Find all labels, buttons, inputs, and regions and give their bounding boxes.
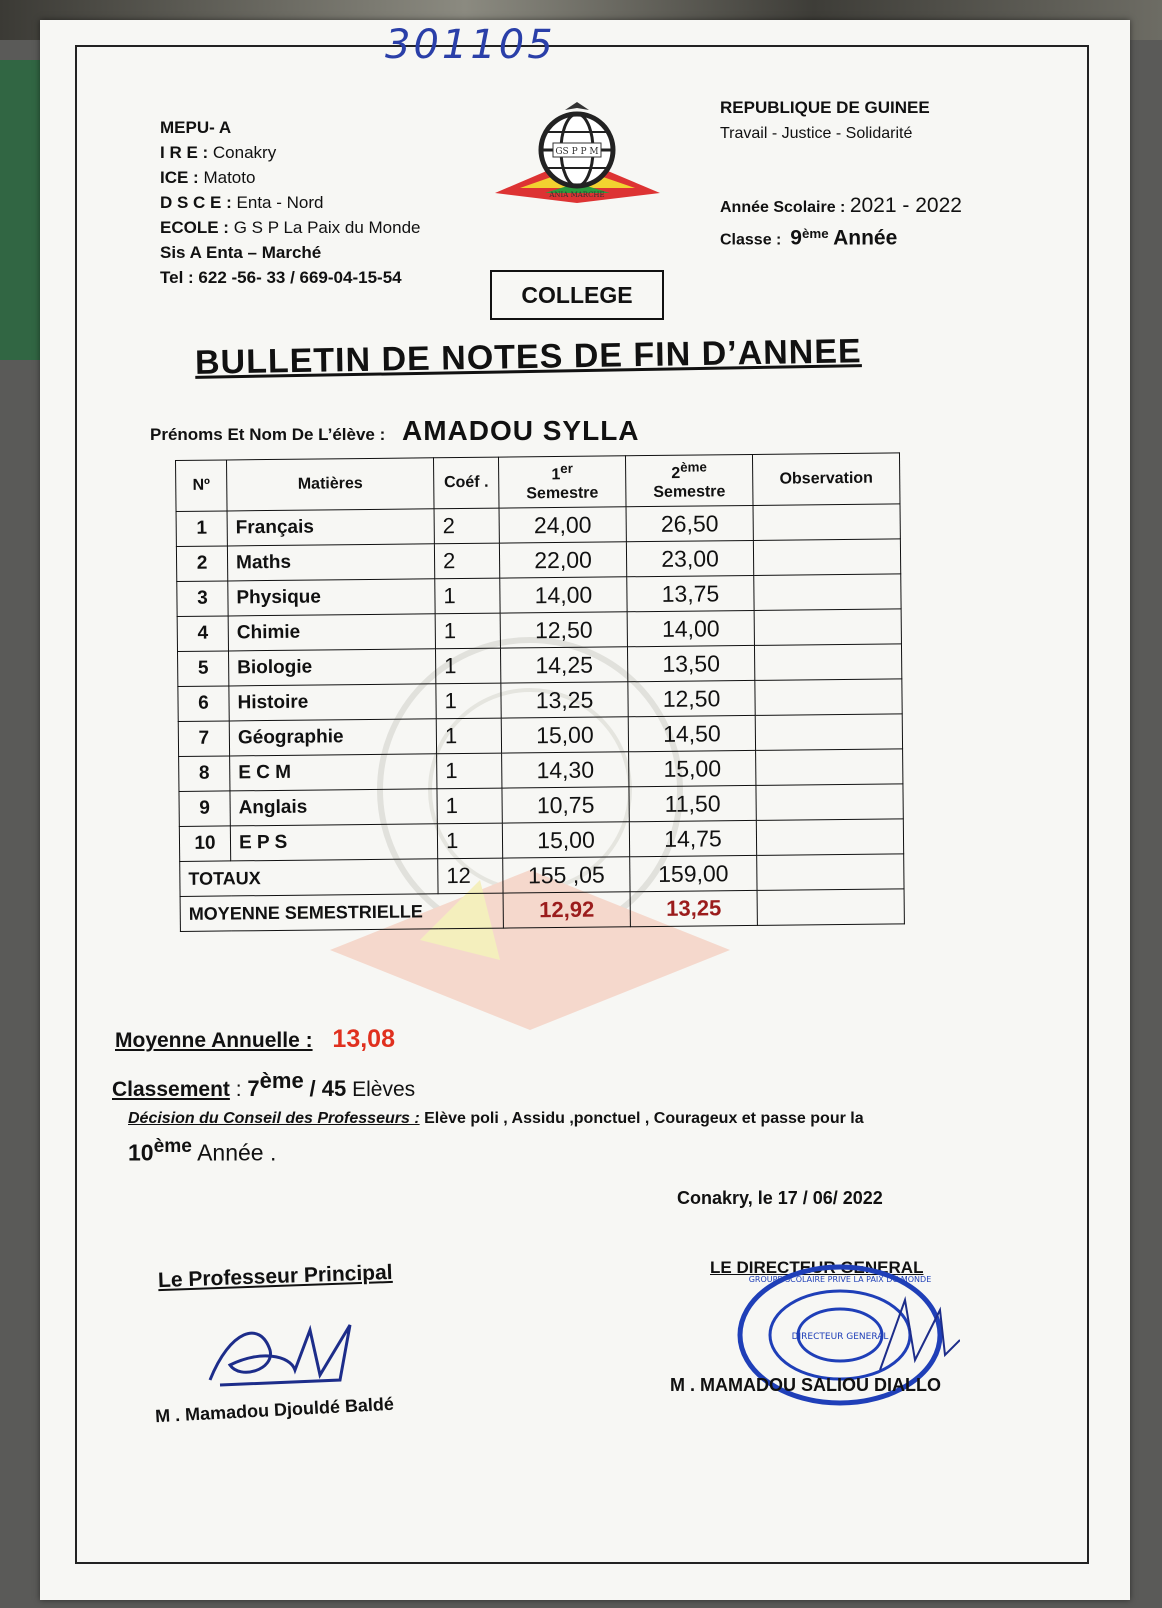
subject-observation bbox=[756, 819, 903, 856]
semester-2-grade: 11,50 bbox=[629, 785, 756, 821]
average-row bbox=[180, 889, 904, 932]
subject-observation bbox=[756, 749, 903, 786]
subject-observation bbox=[753, 539, 900, 576]
semester-2-grade: 14,00 bbox=[627, 610, 754, 646]
row-number: 1 bbox=[176, 511, 227, 547]
student-label: Prénoms Et Nom De L’élève : bbox=[150, 425, 386, 444]
header-semester-1: 1er Semestre bbox=[498, 456, 626, 508]
subject-coef: 1 bbox=[435, 613, 500, 649]
college-label: COLLEGE bbox=[490, 270, 664, 320]
totals-observation bbox=[757, 854, 904, 891]
decision-label: Décision du Conseil des Professeurs : bbox=[128, 1110, 420, 1127]
ice-line: ICE : Matoto bbox=[160, 168, 256, 187]
grades-table bbox=[175, 452, 905, 932]
semester-1-grade: 10,75 bbox=[502, 787, 629, 823]
page-title: BULLETIN DE NOTES DE FIN D’ANNEE bbox=[194, 332, 862, 382]
average-observation bbox=[757, 889, 904, 926]
place-and-date: Conakry, le 17 / 06/ 2022 bbox=[677, 1188, 883, 1208]
subject-name: Géographie bbox=[229, 719, 436, 756]
student-name: AMADOU SYLLA bbox=[401, 415, 640, 446]
row-number: 7 bbox=[178, 721, 229, 757]
header-coef: Coéf . bbox=[433, 457, 499, 509]
row-number: 9 bbox=[179, 791, 230, 827]
semester-1-grade: 15,00 bbox=[501, 717, 628, 753]
principal-teacher-name: M . Mamadou Djouldé Baldé bbox=[154, 1393, 395, 1427]
annual-average-label: Moyenne Annuelle : bbox=[115, 1029, 313, 1052]
subject-name: Anglais bbox=[230, 789, 437, 826]
ire-line: I R E : Conakry bbox=[160, 143, 277, 162]
director-name: M . MAMADOU SALIOU DIALLO bbox=[670, 1375, 941, 1395]
subject-observation bbox=[754, 609, 901, 646]
annual-average bbox=[115, 1025, 395, 1054]
header-semester-2: 2ème Semestre bbox=[625, 454, 753, 506]
table-header-row bbox=[176, 453, 900, 512]
student-line bbox=[150, 415, 640, 447]
header-subjects: Matières bbox=[227, 458, 435, 511]
subject-name: Français bbox=[227, 509, 434, 546]
semester-2-grade: 14,75 bbox=[629, 820, 756, 856]
semester-1-grade: 14,30 bbox=[502, 752, 629, 788]
school-logo bbox=[485, 98, 670, 208]
semester-2-grade: 23,00 bbox=[626, 540, 753, 576]
subject-coef: 1 bbox=[437, 823, 502, 859]
row-number: 3 bbox=[177, 581, 228, 617]
ranking-label: Classement bbox=[112, 1078, 230, 1101]
republic-info bbox=[720, 95, 962, 253]
semester-1-grade: 15,00 bbox=[502, 822, 629, 858]
subject-coef: 1 bbox=[437, 753, 502, 789]
row-number: 6 bbox=[178, 686, 229, 722]
background-green-object bbox=[0, 60, 40, 360]
semester-2-grade: 13,75 bbox=[627, 575, 754, 611]
semester-1-grade: 14,25 bbox=[500, 647, 627, 683]
school-info bbox=[160, 115, 421, 290]
semester-1-grade: 12,50 bbox=[500, 612, 627, 648]
semester-2-grade: 13,50 bbox=[627, 645, 754, 681]
subject-observation bbox=[756, 784, 903, 821]
subject-observation bbox=[754, 644, 901, 681]
grades-table-wrapper bbox=[175, 452, 905, 932]
subject-name: Physique bbox=[228, 579, 435, 616]
subject-name: Maths bbox=[227, 544, 434, 581]
republic-motto: Travail - Justice - Solidarité bbox=[720, 125, 913, 142]
semester-2-grade: 14,50 bbox=[628, 715, 755, 751]
subject-observation bbox=[755, 714, 902, 751]
ranking: Classement : 7ème / 45 Elèves bbox=[112, 1068, 416, 1101]
annual-average-value: 13,08 bbox=[332, 1025, 395, 1053]
svg-text:ANIA MARCHE: ANIA MARCHE bbox=[549, 191, 605, 199]
subject-observation bbox=[754, 574, 901, 611]
row-number: 8 bbox=[179, 756, 230, 792]
class-line: Classe : 9ème Année bbox=[720, 226, 898, 250]
subject-observation bbox=[755, 679, 902, 716]
dsce-line: D S C E : Enta - Nord bbox=[160, 193, 324, 212]
average-semester-1: 12,92 bbox=[503, 892, 630, 928]
phone-line: Tel : 622 -56- 33 / 669-04-15-54 bbox=[160, 268, 402, 287]
director-title: LE DIRECTEUR GENERAL bbox=[710, 1258, 924, 1277]
average-label: MOYENNE SEMESTRIELLE bbox=[180, 893, 503, 931]
semester-2-grade: 26,50 bbox=[626, 505, 753, 541]
ranking-total: / 45 bbox=[309, 1076, 347, 1101]
grades-table-body bbox=[176, 504, 904, 862]
totals-coef: 12 bbox=[438, 858, 503, 894]
average-semester-2: 13,25 bbox=[630, 890, 757, 926]
totals-semester-1: 155 ,05 bbox=[503, 857, 630, 893]
subject-coef: 1 bbox=[436, 683, 501, 719]
subject-coef: 2 bbox=[434, 543, 499, 579]
totals-semester-2: 159,00 bbox=[630, 855, 757, 891]
totals-label: TOTAUX bbox=[180, 859, 438, 897]
svg-text:DIRECTEUR GENERAL: DIRECTEUR GENERAL bbox=[791, 1332, 889, 1342]
subject-coef: 1 bbox=[437, 788, 502, 824]
semester-1-grade: 22,00 bbox=[499, 542, 626, 578]
subject-coef: 1 bbox=[435, 648, 500, 684]
row-number: 10 bbox=[179, 826, 230, 862]
semester-2-grade: 15,00 bbox=[629, 750, 756, 786]
handwritten-number: 301105 bbox=[385, 22, 556, 68]
header-observation: Observation bbox=[752, 453, 900, 506]
republic-name: REPUBLIQUE DE GUINEE bbox=[720, 98, 930, 117]
subject-name: E P S bbox=[230, 824, 437, 861]
principal-teacher-title: Le Professeur Principal bbox=[157, 1260, 393, 1293]
subject-name: Biologie bbox=[229, 649, 436, 686]
decision-text: Elève poli , Assidu ,ponctuel , Courageux et passe pour la bbox=[424, 1110, 864, 1127]
ranking-word: Elèves bbox=[352, 1078, 416, 1101]
subject-name: Histoire bbox=[229, 684, 436, 721]
address-line: Sis A Enta – Marché bbox=[160, 243, 322, 262]
council-decision bbox=[128, 1110, 988, 1167]
school-year: Année Scolaire : 2021 - 2022 bbox=[720, 194, 962, 217]
row-number: 2 bbox=[176, 546, 227, 582]
teacher-signature bbox=[200, 1310, 360, 1400]
subject-coef: 1 bbox=[436, 718, 501, 754]
svg-text:GS P P M: GS P P M bbox=[555, 147, 599, 157]
semester-1-grade: 13,25 bbox=[501, 682, 628, 718]
subject-coef: 1 bbox=[435, 578, 500, 614]
subject-observation bbox=[753, 504, 900, 541]
report-card-paper bbox=[40, 20, 1130, 1600]
subject-name: Chimie bbox=[228, 614, 435, 651]
subject-coef: 2 bbox=[434, 508, 499, 544]
semester-1-grade: 14,00 bbox=[500, 577, 627, 613]
row-number: 4 bbox=[177, 616, 228, 652]
svg-text:GROUPE SCOLAIRE PRIVE LA PAIX: GROUPE SCOLAIRE PRIVE LA PAIX DU MONDE bbox=[748, 1275, 932, 1284]
ranking-position: 7 bbox=[247, 1076, 260, 1101]
next-class: 10ème Année . bbox=[128, 1136, 277, 1166]
school-line: ECOLE : G S P La Paix du Monde bbox=[160, 218, 421, 237]
subject-name: E C M bbox=[230, 754, 437, 791]
semester-1-grade: 24,00 bbox=[499, 507, 626, 543]
semester-2-grade: 12,50 bbox=[628, 680, 755, 716]
row-number: 5 bbox=[178, 651, 229, 687]
ministry-line: MEPU- A bbox=[160, 118, 232, 137]
header-no: Nº bbox=[176, 460, 228, 512]
